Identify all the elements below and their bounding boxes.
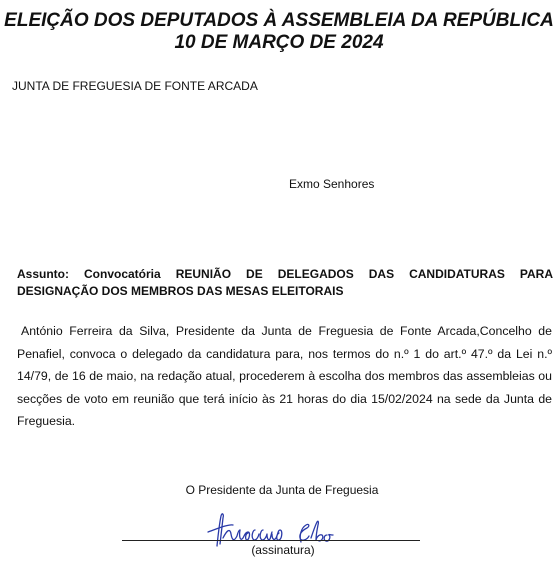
greeting: Exmo Senhores [289,177,375,191]
document-title-line-1: ELEIÇÃO DOS DEPUTADOS À ASSEMBLEIA DA REPÚBLICA [4,10,554,31]
sender-name: JUNTA DE FREGUESIA DE FONTE ARCADA [12,79,258,93]
subject-line: Assunto: Convocatória REUNIÃO DE DELEGADOS DAS CANDIDATURAS PARA DESIGNAÇÃO DOS MEMBROS DAS MESAS ELEITORAIS [17,267,553,298]
signature-caption: (assinatura) [251,543,315,557]
signature-line [122,540,420,541]
body-paragraph: António Ferreira da Silva, Presidente da Junta de Freguesia de Fonte Arcada,Concelho de Penafiel, convoca o delegado da candidatura para, nos termos do n.º 1 do art.º 47.º da Lei n.º 14/79, de 16 de maio, na redação atual, procederem à escolha dos membros das assembleias ou secções de voto em reunião que terá início às 21 horas do dia 15/02/2024 na sede da Junta de Freguesia. [17,324,552,429]
signer-title: O Presidente da Junta de Freguesia [185,483,379,497]
document-title-line-2: 10 DE MARÇO DE 2024 [174,32,384,53]
